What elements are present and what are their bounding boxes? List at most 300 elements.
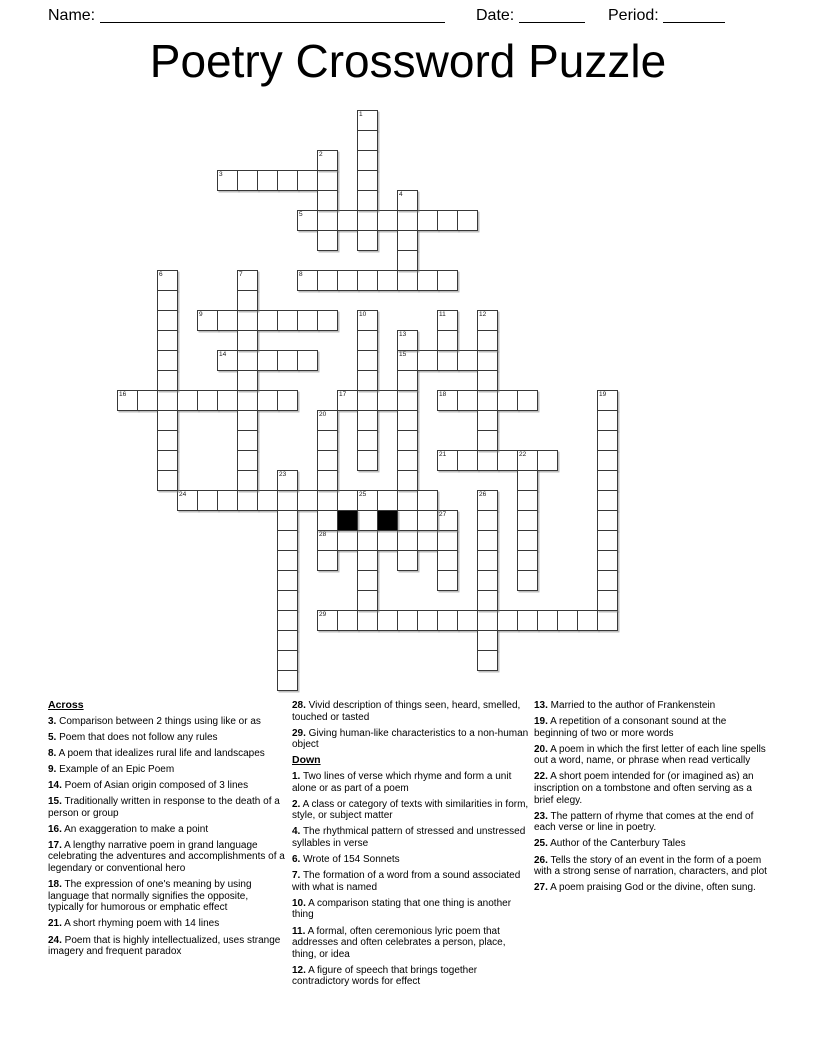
grid-cell[interactable] [197,490,218,511]
grid-cell[interactable] [237,470,258,491]
grid-cell[interactable] [317,210,338,231]
grid-cell[interactable] [397,450,418,471]
grid-cell[interactable] [417,210,438,231]
clue-number: 4. [292,826,301,838]
grid-cell[interactable] [357,150,378,171]
grid-cell[interactable] [517,510,538,531]
cell-number: 22 [519,451,527,458]
grid-cell[interactable] [197,390,218,411]
grid-cell[interactable] [357,370,378,391]
cell-number: 5 [299,211,303,218]
grid-cell[interactable] [157,450,178,471]
cell-number: 6 [159,271,163,278]
clue-down-4: 4. The rhythmical pattern of stressed and unstressed syllables in verse [292,826,526,849]
grid-cell[interactable] [357,350,378,371]
period-label: Period: [608,7,659,24]
grid-cell[interactable] [337,610,358,631]
grid-cell[interactable] [217,170,238,191]
grid-cell[interactable] [417,530,438,551]
grid-cell[interactable] [357,490,378,511]
clue-number: 5. [48,731,57,743]
grid-cell[interactable] [397,490,418,511]
clue-across-3: 3. Comparison between 2 things using like or as [48,715,261,727]
grid-cell[interactable] [597,570,618,591]
clue-number: 13. [534,700,548,711]
grid-cell[interactable] [377,210,398,231]
date-label: Date: [476,7,515,24]
clue-number: 15. [48,796,62,808]
grid-cell[interactable] [237,330,258,351]
grid-cell[interactable] [577,610,598,631]
clue-across-16: 16. An exaggeration to make a point [48,823,209,835]
grid-cell[interactable] [357,570,378,591]
clue-down-13: 13. Married to the author of Frankenstein [534,700,716,711]
clue-number: 21. [48,918,62,930]
grid-cell[interactable] [477,630,498,651]
grid-cell[interactable] [357,210,378,231]
clue-across-8: 8. A poem that idealizes rural life and landscapes [48,747,265,759]
grid-cell[interactable] [477,390,498,411]
grid-cell[interactable] [477,550,498,571]
grid-cell[interactable] [397,330,418,351]
grid-cell[interactable] [517,490,538,511]
grid-cell[interactable] [397,510,418,531]
clue-down-25: 25. Author of the Canterbury Tales [534,838,686,850]
clue-column-middle [292,700,529,992]
cell-number: 24 [179,491,187,498]
grid-cell[interactable] [277,170,298,191]
grid-cell[interactable] [377,530,398,551]
grid-cell[interactable] [397,350,418,371]
date-field [476,6,585,25]
cell-number: 12 [479,311,487,318]
grid-cell[interactable] [357,170,378,191]
grid-cell[interactable] [317,470,338,491]
grid-cell[interactable] [357,450,378,471]
grid-cell[interactable] [477,570,498,591]
clue-number: 1. [292,770,301,782]
grid-cell[interactable] [397,530,418,551]
clue-number: 26. [534,854,548,866]
page-title: Poetry Crossword Puzzle [149,35,667,87]
grid-cell[interactable] [257,490,278,511]
grid-cell[interactable] [317,510,338,531]
grid-cell[interactable] [157,470,178,491]
clue-number: 19. [534,716,548,728]
clue-down-2: 2. A class or category of texts with similarities in form, style, or subject matter [292,798,529,822]
black-cell [377,510,398,531]
cell-number: 25 [359,491,367,498]
grid-cell[interactable] [597,430,618,451]
grid-cell[interactable] [437,450,458,471]
grid-cell[interactable] [417,610,438,631]
grid-cell[interactable] [237,310,258,331]
grid-cell[interactable] [517,470,538,491]
grid-cell[interactable] [357,230,378,251]
grid-cell[interactable] [317,610,338,631]
grid-cell[interactable] [257,170,278,191]
clue-number: 8. [48,747,57,759]
cell-number: 2 [319,151,323,158]
grid-cell[interactable] [417,510,438,531]
grid-cell[interactable] [477,510,498,531]
grid-cell[interactable] [157,330,178,351]
grid-cell[interactable] [517,610,538,631]
grid-cell[interactable] [457,390,478,411]
grid-cell[interactable] [437,270,458,291]
grid-cell[interactable] [517,570,538,591]
grid-cell[interactable] [157,390,178,411]
date-blank-line[interactable] [519,6,585,23]
grid-cell[interactable] [597,450,618,471]
grid-cell[interactable] [437,210,458,231]
grid-cell[interactable] [337,490,358,511]
grid-cell[interactable] [337,390,358,411]
grid-cell[interactable] [317,190,338,211]
grid-cell[interactable] [417,350,438,371]
black-cell [337,510,358,531]
clue-down-26: 26. Tells the story of an event in the form of a poem with a strong sense of narration, characters, and plot [534,854,767,878]
cell-number: 23 [279,471,287,478]
grid-cell[interactable] [317,170,338,191]
grid-cell[interactable] [457,610,478,631]
period-blank-line[interactable] [663,6,725,23]
grid-cell[interactable] [277,570,298,591]
grid-cell[interactable] [437,330,458,351]
grid-cell[interactable] [237,170,258,191]
grid-cell[interactable] [597,610,618,631]
clue-number: 6. [292,854,301,866]
grid-cell[interactable] [397,210,418,231]
clue-across-5: 5. Poem that does not follow any rules [48,731,218,743]
grid-cell[interactable] [377,610,398,631]
grid-cell[interactable] [377,490,398,511]
grid-cell[interactable] [417,270,438,291]
grid-cell[interactable] [397,470,418,491]
cell-number: 27 [439,511,447,518]
clue-number: 23. [534,810,548,822]
grid-cell[interactable] [517,450,538,471]
grid-cell[interactable] [297,170,318,191]
grid-cell[interactable] [397,410,418,431]
grid-cell[interactable] [197,310,218,331]
grid-cell[interactable] [477,610,498,631]
grid-cell[interactable] [277,350,298,371]
grid-cell[interactable] [177,490,198,511]
grid-cell[interactable] [217,390,238,411]
grid-cell[interactable] [317,530,338,551]
grid-cell[interactable] [397,370,418,391]
grid-cell[interactable] [237,290,258,311]
clue-down-12: 12. A figure of speech that brings together contradictory words for effect [292,964,478,988]
grid-cell[interactable] [397,430,418,451]
grid-cell[interactable] [597,550,618,571]
grid-cell[interactable] [477,590,498,611]
grid-cell[interactable] [317,270,338,291]
clue-number: 29. [292,727,306,739]
grid-cell[interactable] [217,350,238,371]
grid-cell[interactable] [317,430,338,451]
cell-number: 20 [319,411,327,418]
grid-cell[interactable] [477,410,498,431]
clue-down-6: 6. Wrote of 154 Sonnets [292,854,400,866]
grid-cell[interactable] [357,430,378,451]
grid-cell[interactable] [317,310,338,331]
grid-cell[interactable] [477,530,498,551]
grid-cell[interactable] [157,310,178,331]
grid-cell[interactable] [157,290,178,311]
grid-cell[interactable] [457,450,478,471]
name-field [48,6,445,25]
grid-cell[interactable] [337,210,358,231]
clue-column-down [534,700,772,898]
grid-cell[interactable] [457,350,478,371]
grid-cell[interactable] [437,530,458,551]
across-header: Across [48,699,84,711]
grid-cell[interactable] [297,490,318,511]
clue-down-23: 23. The pattern of rhyme that comes at the end of each verse or line in poetry. [534,810,754,834]
grid-cell[interactable] [597,530,618,551]
grid-cell[interactable] [377,270,398,291]
down-header: Down [292,754,321,767]
grid-cell[interactable] [317,410,338,431]
cell-number: 3 [219,171,223,178]
grid-cell[interactable] [257,310,278,331]
clue-number: 22. [534,771,548,783]
cell-number: 13 [399,331,407,338]
grid-cell[interactable] [397,270,418,291]
clue-across-9: 9. Example of an Epic Poem [48,763,175,775]
grid-cell[interactable] [257,390,278,411]
grid-cell[interactable] [477,330,498,351]
grid-cell[interactable] [417,490,438,511]
grid-cell[interactable] [437,510,458,531]
grid-cell[interactable] [237,410,258,431]
grid-cell[interactable] [497,390,518,411]
grid-cell[interactable] [477,350,498,371]
grid-cell[interactable] [537,610,558,631]
grid-cell[interactable] [357,270,378,291]
grid-cell[interactable] [157,430,178,451]
grid-cell[interactable] [137,390,158,411]
clue-across-24: 24. Poem that is highly intellectualized, uses strange imagery and frequent paradox [48,934,281,958]
grid-cell[interactable] [317,150,338,171]
grid-cell[interactable] [357,530,378,551]
cell-number: 18 [439,391,447,398]
grid-cell[interactable] [237,450,258,471]
grid-cell[interactable] [117,390,138,411]
grid-cell[interactable] [357,390,378,411]
grid-cell[interactable] [277,670,298,691]
grid-cell[interactable] [477,490,498,511]
grid-cell[interactable] [477,310,498,331]
clue-down-22: 22. A short poem intended for (or imagined as) an inscription on a tombstone and often serving as a brief elegy. [534,771,754,806]
grid-cell[interactable] [297,210,318,231]
grid-cell[interactable] [157,270,178,291]
clue-number: 16. [48,823,62,835]
clue-number: 3. [48,715,57,727]
crossword-grid [117,110,619,692]
grid-cell[interactable] [357,550,378,571]
grid-cell[interactable] [177,390,198,411]
grid-cell[interactable] [357,330,378,351]
clue-across-15: 15. Traditionally written in response to the death of a person or group [48,796,280,819]
clue-number: 10. [292,897,306,909]
grid-cell[interactable] [157,410,178,431]
clue-number: 14. [48,779,62,791]
cell-number: 10 [359,311,367,318]
grid-cell[interactable] [277,630,298,651]
grid-cell[interactable] [597,590,618,611]
grid-cell[interactable] [277,590,298,611]
grid-cell[interactable] [397,390,418,411]
grid-cell[interactable] [597,470,618,491]
grid-cell[interactable] [257,350,278,371]
clue-across-18: 18. The expression of one's meaning by using language that normally signifies the opposite, typically for humorous or emphatic effect [48,879,252,914]
clue-down-11: 11. A formal, often ceremonious lyric poem that addresses and often celebrates a person, place, thing, or idea [292,925,506,960]
clue-down-10: 10. A comparison stating that one thing is another thing [292,897,512,921]
grid-cell[interactable] [277,610,298,631]
grid-cell[interactable] [477,370,498,391]
grid-cell[interactable] [437,350,458,371]
clue-down-7: 7. The formation of a word from a sound associated with what is named [292,870,521,893]
grid-cell[interactable] [517,530,538,551]
grid-cell[interactable] [217,490,238,511]
cell-number: 21 [439,451,447,458]
clue-across-17: 17. A lengthy narrative poem in grand language celebrating the adventures and accomplishments of a legendary or conventional hero [48,839,285,875]
grid-cell[interactable] [357,310,378,331]
clue-number: 12. [292,964,306,976]
grid-cell[interactable] [237,350,258,371]
cell-number: 14 [219,351,227,358]
clue-number: 28. [292,700,306,711]
cell-number: 28 [319,531,327,538]
grid-cell[interactable] [317,230,338,251]
grid-cell[interactable] [437,550,458,571]
cell-number: 11 [439,311,446,318]
grid-cell[interactable] [397,190,418,211]
period-field [608,6,725,25]
name-label: Name: [48,7,96,24]
grid-cell[interactable] [157,370,178,391]
grid-cell[interactable] [237,370,258,391]
grid-cell[interactable] [277,510,298,531]
grid-cell[interactable] [477,650,498,671]
grid-cell[interactable] [437,610,458,631]
grid-cell[interactable] [357,410,378,431]
clue-column-across [48,700,285,962]
grid-cell[interactable] [477,450,498,471]
grid-cell[interactable] [437,310,458,331]
grid-cell[interactable] [317,490,338,511]
grid-cell[interactable] [597,510,618,531]
grid-cell[interactable] [437,390,458,411]
grid-cell[interactable] [357,510,378,531]
clue-number: 25. [534,838,548,850]
grid-cell[interactable] [237,430,258,451]
clue-number: 7. [292,870,301,882]
clue-down-1: 1. Two lines of verse which rhyme and form a unit alone or as part of a poem [292,770,512,794]
cell-number: 4 [399,191,403,198]
cell-number: 29 [319,611,327,618]
grid-cell[interactable] [597,390,618,411]
grid-cell[interactable] [557,610,578,631]
grid-cell[interactable] [277,470,298,491]
grid-cell[interactable] [397,250,418,271]
grid-cell[interactable] [477,430,498,451]
grid-cell[interactable] [277,530,298,551]
grid-cell[interactable] [397,550,418,571]
grid-cell[interactable] [277,650,298,671]
clue-number: 20. [534,743,548,755]
grid-cell[interactable] [277,550,298,571]
grid-cell[interactable] [337,270,358,291]
grid-cell[interactable] [237,390,258,411]
cell-number: 7 [239,271,243,278]
grid-cell[interactable] [277,390,298,411]
cell-number: 16 [119,391,127,398]
name-blank-line[interactable] [100,6,445,23]
grid-cell[interactable] [317,450,338,471]
grid-cell[interactable] [297,270,318,291]
clue-across-29: 29. Giving human-like characteristics to a non-human object [292,727,529,751]
grid-cell[interactable] [517,390,538,411]
grid-cell[interactable] [237,490,258,511]
clue-number: 27. [534,882,548,894]
cell-number: 1 [359,111,363,118]
grid-cell[interactable] [357,130,378,151]
cell-number: 15 [399,351,407,358]
clue-across-28: 28. Vivid description of things seen, heard, smelled, touched or tasted [292,700,521,723]
cell-number: 26 [479,491,487,498]
clue-across-21: 21. A short rhyming poem with 14 lines [48,918,220,930]
grid-cell[interactable] [357,590,378,611]
clue-number: 11. [292,925,306,937]
grid-cell[interactable] [357,610,378,631]
grid-cell[interactable] [277,310,298,331]
clue-number: 2. [292,798,301,810]
clue-number: 18. [48,879,62,891]
grid-cell[interactable] [157,350,178,371]
clue-number: 17. [48,839,62,851]
grid-cell[interactable] [517,550,538,571]
clue-number: 24. [48,934,62,946]
clue-across-14: 14. Poem of Asian origin composed of 3 lines [48,779,249,791]
grid-cell[interactable] [457,210,478,231]
grid-cell[interactable] [377,390,398,411]
grid-cell[interactable] [357,190,378,211]
clue-number: 9. [48,763,57,775]
grid-cell[interactable] [297,310,318,331]
grid-cell[interactable] [237,270,258,291]
grid-cell[interactable] [397,610,418,631]
grid-cell[interactable] [437,570,458,591]
grid-cell[interactable] [597,490,618,511]
grid-cell[interactable] [277,490,298,511]
grid-cell[interactable] [397,230,418,251]
grid-cell[interactable] [497,610,518,631]
grid-cell[interactable] [297,350,318,371]
grid-cell[interactable] [317,550,338,571]
grid-cell[interactable] [497,450,518,471]
grid-cell[interactable] [337,530,358,551]
cell-number: 19 [599,391,607,398]
grid-cell[interactable] [597,410,618,431]
grid-cell[interactable] [357,110,378,131]
grid-cell[interactable] [537,450,558,471]
grid-cell[interactable] [217,310,238,331]
cell-number: 17 [339,391,347,398]
